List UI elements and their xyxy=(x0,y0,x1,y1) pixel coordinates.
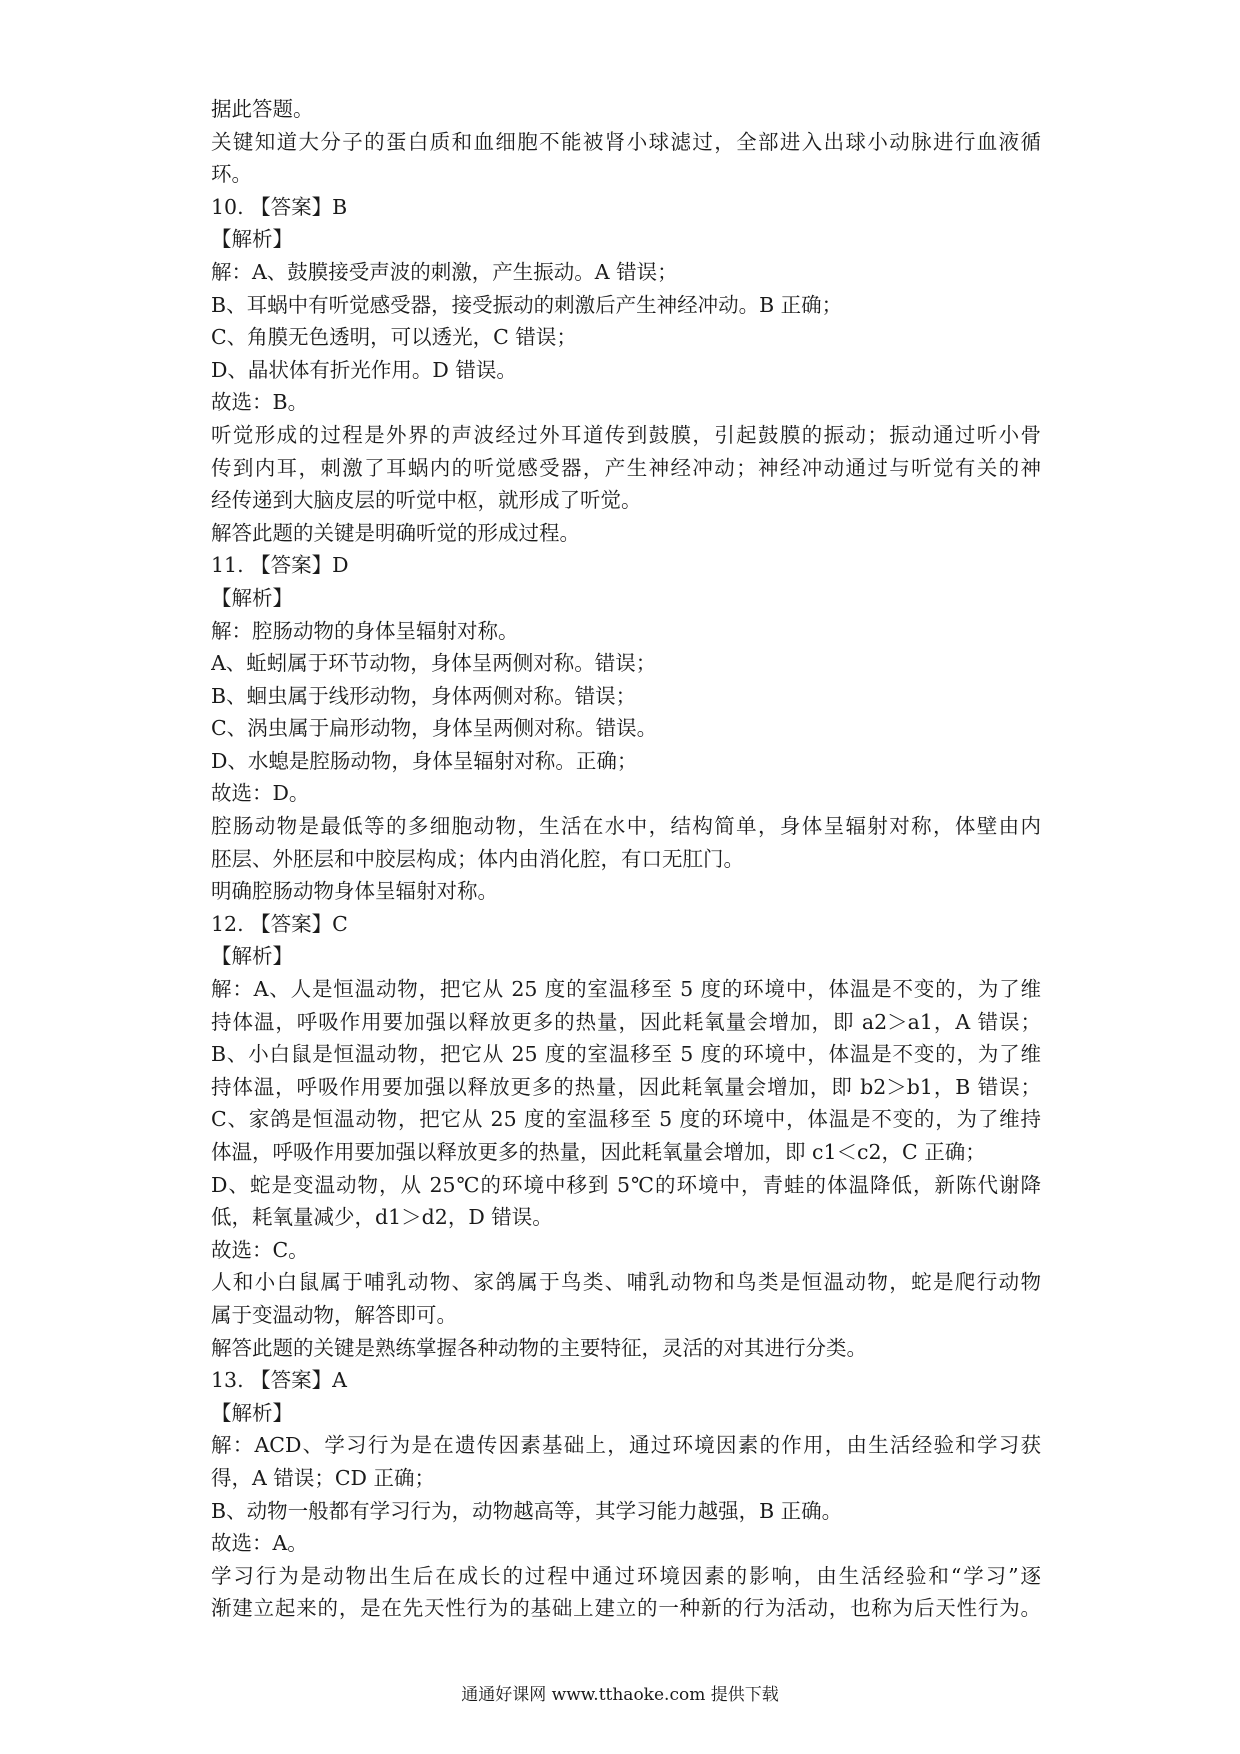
text-line: 关键知道大分子的蛋白质和血细胞不能被肾小球滤过，全部进入出球小动脉进行血液循 xyxy=(211,129,1041,154)
text-line: 故选：C。 xyxy=(211,1237,309,1262)
text-line: 持体温，呼吸作用要加强以释放更多的热量，因此耗氧量会增加，即 a2＞a1，A 错误； xyxy=(211,1009,1041,1034)
text-line: 得，A 错误；CD 正确； xyxy=(211,1465,435,1490)
answer-heading-12: 12. 【答案】C xyxy=(211,911,348,936)
text-line: 属于变温动物，解答即可。 xyxy=(211,1302,457,1327)
text-line: 传到内耳，刺激了耳蜗内的听觉感受器，产生神经冲动；神经冲动通过与听觉有关的神 xyxy=(211,455,1041,480)
answer-heading-13: 13. 【答案】A xyxy=(211,1368,347,1393)
text-line: B、耳蜗中有听觉感受器，接受振动的刺激后产生神经冲动。B 正确； xyxy=(211,292,843,317)
text-line: B、小白鼠是恒温动物，把它从 25 度的室温移至 5 度的环境中，体温是不变的，为了维 xyxy=(211,1042,1041,1067)
text-line: D、晶状体有折光作用。D 错误。 xyxy=(211,357,517,382)
text-line: 低，耗氧量减少，d1＞d2，D 错误。 xyxy=(211,1205,553,1230)
text-line: 听觉形成的过程是外界的声波经过外耳道传到鼓膜，引起鼓膜的振动；振动通过听小骨 xyxy=(211,422,1041,447)
text-line: 据此答题。 xyxy=(211,97,314,121)
text-line: 解：A、鼓膜接受声波的刺激，产生振动。A 错误； xyxy=(211,259,678,284)
text-line: 明确腔肠动物身体呈辐射对称。 xyxy=(211,879,498,904)
text-line: B、动物一般都有学习行为，动物越高等，其学习能力越强，B 正确。 xyxy=(211,1498,843,1523)
analysis-heading: 【解析】 xyxy=(211,1400,293,1425)
text-line: 解：ACD、学习行为是在遗传因素基础上，通过环境因素的作用，由生活经验和学习获 xyxy=(211,1433,1041,1458)
text-line: 故选：D。 xyxy=(211,781,310,806)
text-line: C、家鸽是恒温动物，把它从 25 度的室温移至 5 度的环境中，体温是不变的，为了维持 xyxy=(211,1107,1041,1132)
text-line: 渐建立起来的，是在先天性行为的基础上建立的一种新的行为活动，也称为后天性行为。 xyxy=(211,1596,1041,1621)
text-line: 持体温，呼吸作用要加强以释放更多的热量，因此耗氧量会增加，即 b2＞b1，B 错误； xyxy=(211,1074,1041,1099)
analysis-heading: 【解析】 xyxy=(211,585,293,610)
text-line: D、水螅是腔肠动物，身体呈辐射对称。正确； xyxy=(211,748,638,773)
text-line: 胚层、外胚层和中胶层构成；体内由消化腔，有口无肛门。 xyxy=(211,846,744,871)
text-line: 腔肠动物是最低等的多细胞动物，生活在水中，结构简单，身体呈辐射对称，体壁由内 xyxy=(211,814,1041,839)
text-line: 经传递到大脑皮层的听觉中枢，就形成了听觉。 xyxy=(211,488,642,513)
text-line: 解：A、人是恒温动物，把它从 25 度的室温移至 5 度的环境中，体温是不变的，为了维 xyxy=(211,977,1041,1002)
text-line: C、涡虫属于扁形动物，身体呈两侧对称。错误。 xyxy=(211,716,658,741)
analysis-heading: 【解析】 xyxy=(211,227,293,252)
answer-heading-11: 11. 【答案】D xyxy=(211,553,349,578)
answer-heading-10: 10. 【答案】B xyxy=(211,194,348,219)
text-line: 学习行为是动物出生后在成长的过程中通过环境因素的影响，由生活经验和“学习”逐 xyxy=(211,1563,1041,1588)
text-line: D、蛇是变温动物，从 25℃的环境中移到 5℃的环境中，青蛙的体温降低，新陈代谢降 xyxy=(211,1172,1041,1197)
text-line: 人和小白鼠属于哺乳动物、家鸽属于鸟类、哺乳动物和鸟类是恒温动物，蛇是爬行动物 xyxy=(211,1270,1041,1295)
text-line: 环。 xyxy=(211,162,252,187)
text-line: 解答此题的关键是熟练掌握各种动物的主要特征，灵活的对其进行分类。 xyxy=(211,1335,867,1360)
text-line: C、角膜无色透明，可以透光，C 错误； xyxy=(211,325,577,350)
text-line: 解：腔肠动物的身体呈辐射对称。 xyxy=(211,618,519,643)
text-line: A、蚯蚓属于环节动物，身体呈两侧对称。错误； xyxy=(211,651,657,676)
text-line: B、蛔虫属于线形动物，身体两侧对称。错误； xyxy=(211,683,637,708)
analysis-heading: 【解析】 xyxy=(211,944,293,969)
text-line: 故选：A。 xyxy=(211,1531,308,1556)
document-body xyxy=(211,93,1041,1625)
text-line: 体温，呼吸作用要加强以释放更多的热量，因此耗氧量会增加，即 c1＜c2，C 正确； xyxy=(211,1140,986,1164)
text-line: 解答此题的关键是明确听觉的形成过程。 xyxy=(211,520,580,545)
text-line: 故选：B。 xyxy=(211,390,309,415)
page-footer: 通通好课网 www.tthaoke.com 提供下载 xyxy=(461,1685,779,1705)
